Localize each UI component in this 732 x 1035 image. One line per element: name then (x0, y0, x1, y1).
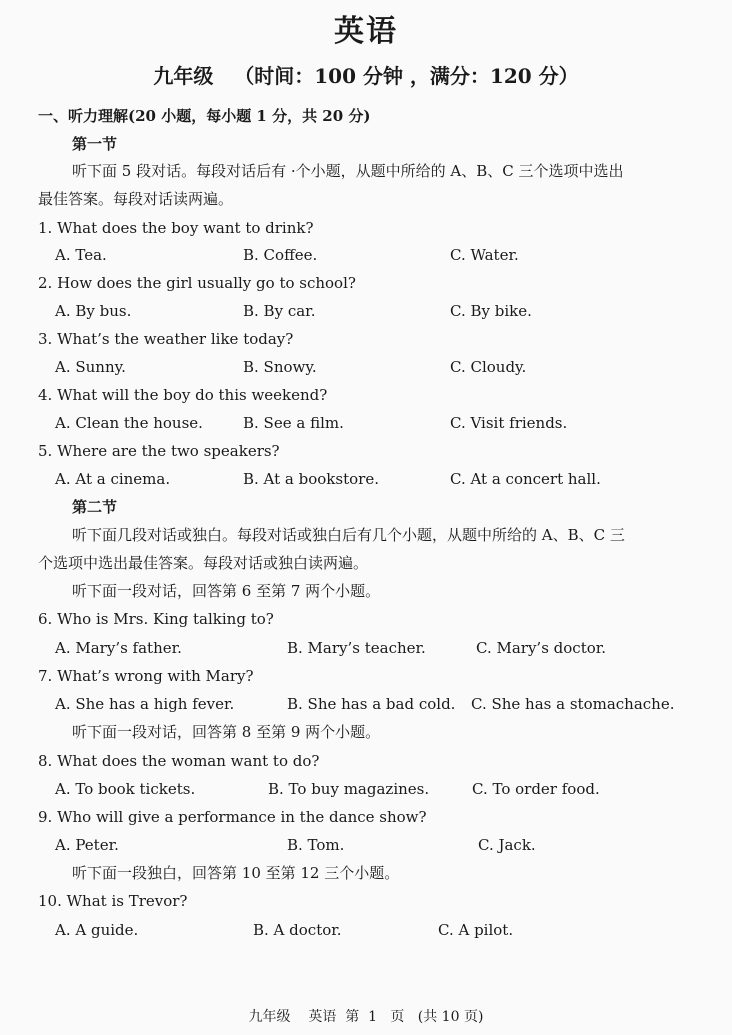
page-subtitle: 九年级 （时间：100 分钟 ，满分：120 分） (153, 64, 579, 88)
option-b: B. At a bookstore. (243, 470, 379, 488)
option-c: C. Mary’s doctor. (476, 639, 607, 657)
option-a: A. Mary’s father. (55, 639, 182, 657)
question-text: 6. Who is Mrs. King talking to? (38, 610, 274, 628)
option-b: B. See a film. (243, 414, 344, 432)
option-a: A. Clean the house. (55, 414, 203, 432)
option-b: B. Mary’s teacher. (287, 639, 426, 657)
dialogue-note: 听下面一段对话，回答第 6 至第 7 两个小题。 (72, 582, 381, 600)
option-b: B. A doctor. (253, 921, 342, 939)
option-a: A. To book tickets. (55, 780, 196, 798)
page-footer: 九年级 英语 第 1 页 (共 10 页) (248, 1009, 484, 1025)
option-a: A. A guide. (55, 921, 139, 939)
section-heading: 一、听力理解(20 小题，每小题 1 分，共 20 分) (38, 107, 371, 125)
monologue-note: 听下面一段独白，回答第 10 至第 12 三个小题。 (72, 864, 400, 882)
option-b: B. Coffee. (243, 246, 318, 264)
question-text: 4. What will the boy do this weekend? (38, 386, 328, 404)
question-text: 2. How does the girl usually go to school? (38, 274, 356, 292)
option-b: B. She has a bad cold. (287, 695, 456, 713)
option-c: C. Jack. (478, 836, 536, 854)
option-c: C. By bike. (450, 302, 532, 320)
question-text: 8. What does the woman want to do? (38, 752, 320, 770)
option-a: A. At a cinema. (55, 470, 171, 488)
option-c: C. At a concert hall. (450, 470, 601, 488)
option-b: B. By car. (243, 302, 316, 320)
option-a: A. Tea. (55, 246, 107, 264)
option-c: C. A pilot. (438, 921, 514, 939)
option-b: B. Tom. (287, 836, 345, 854)
option-a: A. She has a high fever. (55, 695, 235, 713)
question-text: 1. What does the boy want to drink? (38, 219, 314, 237)
dialogue-note: 听下面一段对话，回答第 8 至第 9 两个小题。 (72, 723, 381, 741)
question-text: 10. What is Trevor? (38, 892, 188, 910)
option-a: A. Peter. (55, 836, 119, 854)
option-c: C. To order food. (472, 780, 600, 798)
page-title: 英语 (334, 14, 398, 49)
question-text: 5. Where are the two speakers? (38, 442, 280, 460)
option-c: C. She has a stomachache. (471, 695, 675, 713)
question-text: 3. What’s the weather like today? (38, 330, 294, 348)
option-b: B. To buy magazines. (268, 780, 430, 798)
option-a: A. Sunny. (55, 358, 126, 376)
part1-instruction-cont: 最佳答案。每段对话读两遍。 (38, 190, 234, 208)
part2-label: 第二节 (72, 498, 118, 516)
question-text: 9. Who will give a performance in the dance show? (38, 808, 427, 826)
option-b: B. Snowy. (243, 358, 317, 376)
option-c: C. Visit friends. (450, 414, 568, 432)
option-a: A. By bus. (55, 302, 132, 320)
part1-label: 第一节 (72, 135, 118, 153)
option-c: C. Water. (450, 246, 519, 264)
part2-instruction-cont: 个选项中选出最佳答案。每段对话或独白读两遍。 (38, 554, 369, 572)
part2-instruction: 听下面几段对话或独白。每段对话或独白后有几个小题，从题中所给的 A、B、C 三 (72, 526, 625, 544)
question-text: 7. What’s wrong with Mary? (38, 667, 254, 685)
option-c: C. Cloudy. (450, 358, 527, 376)
part1-instruction: 听下面 5 段对话。每段对话后有 ·个小题，从题中所给的 A、B、C 三个选项中选出 (72, 162, 624, 180)
